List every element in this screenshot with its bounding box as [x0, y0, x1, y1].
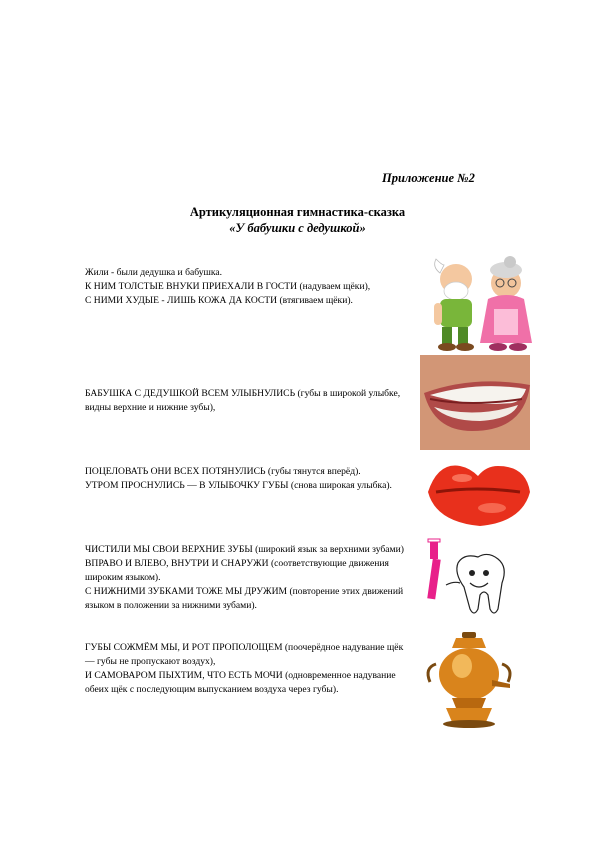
text-line: ЧИСТИЛИ МЫ СВОИ ВЕРХНИЕ ЗУБЫ (широкий язык за верхними зубами): [85, 544, 404, 555]
text-line: ГУБЫ СОЖМЁМ МЫ, И РОТ ПРОПОЛОЩЕМ (поочерёдное надувание щёк — губы не пропускают воздух),: [85, 642, 404, 667]
appendix-label: Приложение №2: [382, 171, 475, 185]
text-line: ПОЦЕЛОВАТЬ ОНИ ВСЕХ ПОТЯНУЛИСЬ (губы тянутся вперёд).: [85, 466, 361, 477]
text-line: С НИЖНИМИ ЗУБКАМИ ТОЖЕ МЫ ДРУЖИМ (повторение этих движений языком в положении за нижними зубами).: [85, 586, 404, 611]
tooth-toothbrush-illustration: [416, 535, 516, 625]
text-block-brushing: [85, 543, 410, 613]
text-block-samovar: [85, 641, 410, 697]
text-line: И САМОВАРОМ ПЫХТИМ, ЧТО ЕСТЬ МОЧИ (одновременное надувание обеих щёк с последующим выпусканием воздуха через губы).: [85, 670, 396, 695]
text-line: К НИМ ТОЛСТЫЕ ВНУКИ ПРИЕХАЛИ В ГОСТИ (надуваем щёки),: [85, 281, 371, 292]
text-line: ВПРАВО И ВЛЕВО, ВНУТРИ И СНАРУЖИ (соответствующие движения широким языком).: [85, 558, 389, 583]
grandparents-illustration: [414, 255, 544, 353]
kiss-lips-illustration: [422, 452, 534, 532]
smile-photo: [420, 355, 530, 450]
text-block-grandparents: [85, 266, 410, 308]
text-block-kiss: [85, 465, 410, 493]
page-subtitle: «У бабушки с дедушкой»: [229, 221, 366, 235]
page-title: Артикуляционная гимнастика-сказка: [189, 205, 406, 219]
text-line: УТРОМ ПРОСНУЛИСЬ — В УЛЫБОЧКУ ГУБЫ (снова широкая улыбка).: [85, 480, 392, 491]
text-block-smile: [85, 387, 410, 415]
samovar-illustration: [422, 630, 517, 730]
text-line: С НИМИ ХУДЫЕ - ЛИШЬ КОЖА ДА КОСТИ (втягиваем щёки).: [85, 295, 353, 306]
text-line: Жили - были дедушка и бабушка.: [85, 267, 223, 278]
text-line: БАБУШКА С ДЕДУШКОЙ ВСЕМ УЛЫБНУЛИСЬ (губы в широкой улыбке, видны верхние и нижние зубы),: [85, 388, 401, 413]
